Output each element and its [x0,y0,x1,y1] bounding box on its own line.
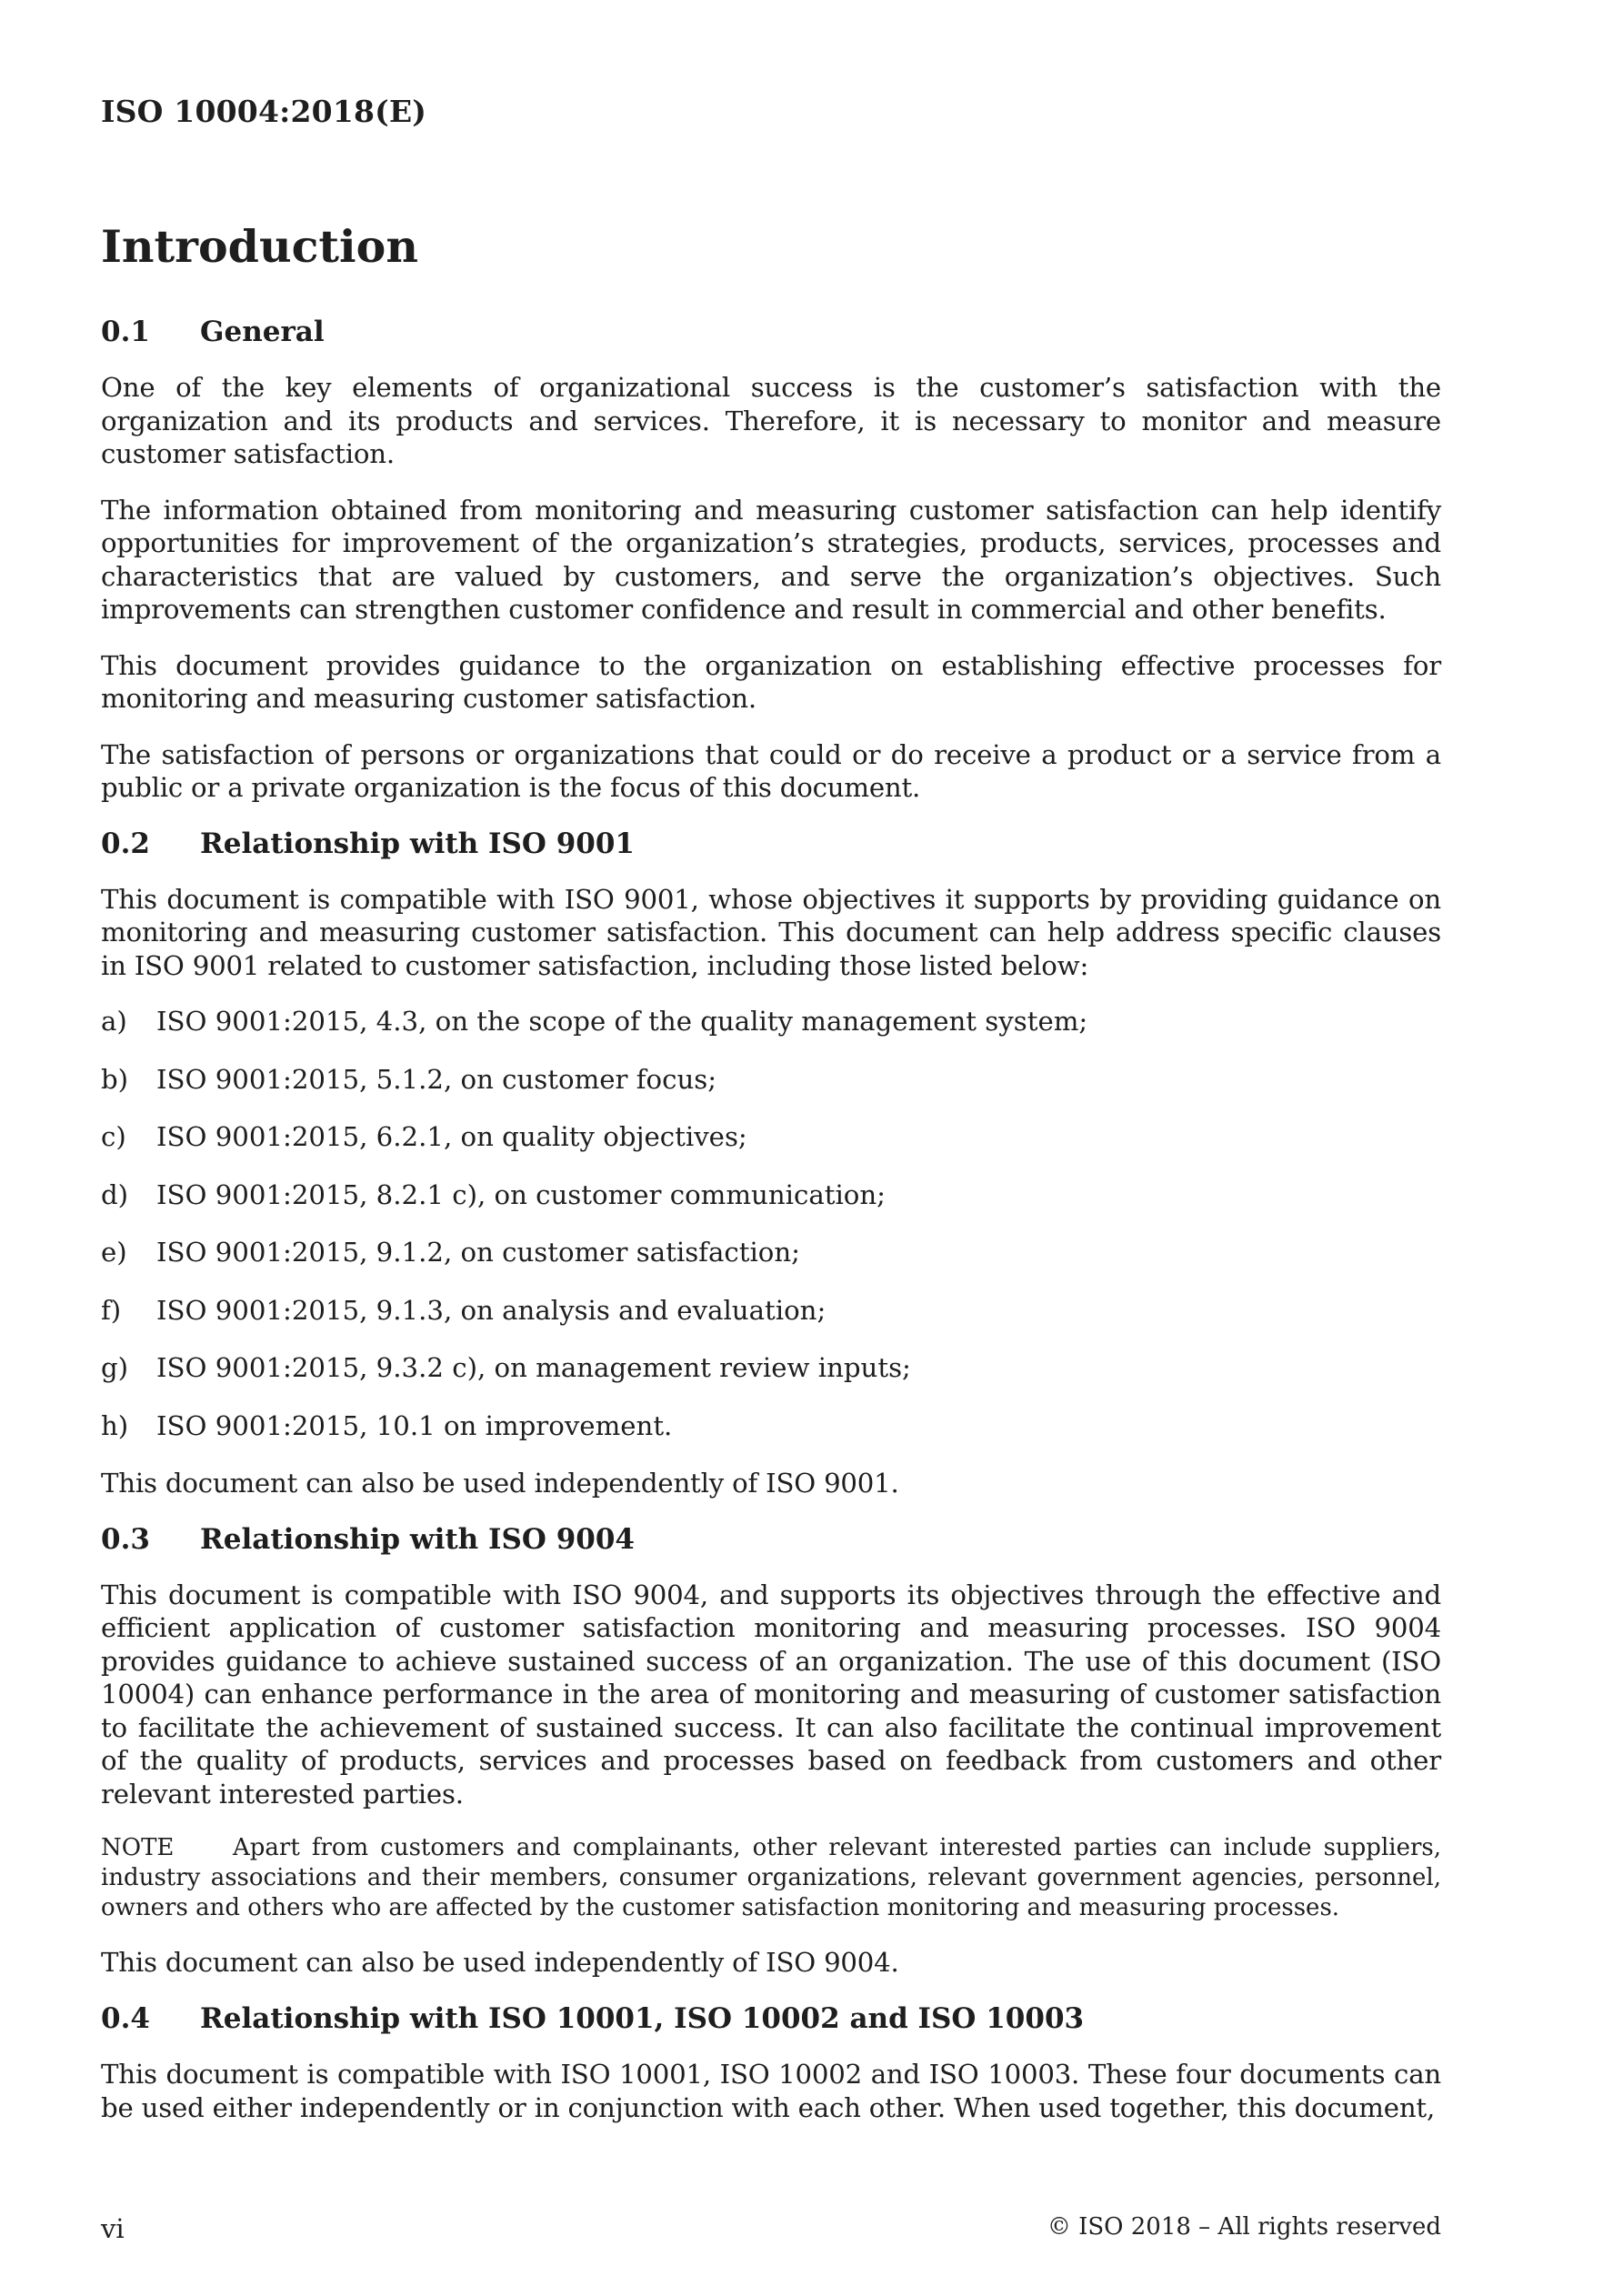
section-heading-0-1 [101,316,1441,349]
paragraph: The information obtained from monitoring and measuring customer satisfaction can help identify opportunities for improvement of the organization’s strategies, products, services, processes and characteristics that are valued by customers, and serve the organization’s objectives. Such improvements can strengthen customer confidence and result in commercial and other benefits. [101,494,1441,626]
section-title: Relationship with ISO 9004 [200,1522,635,1556]
page-title: Introduction [101,220,418,273]
list-item-label: g) [101,1352,129,1384]
note-text: Apart from customers and complainants, other relevant interested parties can include suppliers, industry associations and their members, consumer organizations, relevant government agencies, personnel, owners and others who are affected by the customer satisfaction monitoring and measuring processes. [101,1834,1441,1922]
clause-list [101,1005,1441,1442]
section-title: Relationship with ISO 10001, ISO 10002 and ISO 10003 [200,2001,1085,2035]
list-item [101,1351,1441,1385]
list-item-text: ISO 9001:2015, 4.3, on the scope of the quality management system; [156,1006,1088,1038]
list-item-text: ISO 9001:2015, 6.2.1, on quality objectives; [156,1121,747,1153]
section-number: 0.3 [101,1522,150,1556]
section-heading-0-2 [101,827,1441,861]
list-item-label: c) [101,1121,126,1153]
page-number: vi [101,2213,125,2244]
list-item-text: ISO 9001:2015, 8.2.1 c), on customer communication; [156,1178,886,1210]
paragraph: This document is compatible with ISO 9001, whose objectives it supports by providing guidance on monitoring and measuring customer satisfaction. This document can help address specific clauses in ISO 9001 related to customer satisfaction, including those listed below: [101,883,1441,981]
section-number: 0.1 [101,315,150,348]
list-item-text: ISO 9001:2015, 5.1.2, on customer focus; [156,1063,717,1095]
list-item [101,1236,1441,1269]
paragraph: This document is compatible with ISO 9004, and supports its objectives through the effective and efficient application of customer satisfaction monitoring and measuring processes. ISO 9004 provides guidance to achieve sustained success of an organization. The use of this document (ISO 10004) can enhance performance in the area of monitoring and measuring of customer satisfaction to facilitate the achievement of sustained success. It can also facilitate the continual improvement of the quality of products, services and processes based on feedback from customers and other relevant interested parties. [101,1579,1441,1810]
section-number: 0.2 [101,827,150,860]
paragraph: This document is compatible with ISO 10001, ISO 10002 and ISO 10003. These four documents can be used either independently or in conjunction with each other. When used together, this document, [101,2059,1441,2123]
list-item [101,1178,1441,1212]
section-heading-0-3 [101,1523,1441,1557]
list-item [101,1005,1441,1038]
list-item-text: ISO 9001:2015, 10.1 on improvement. [156,1409,673,1441]
list-item-label: e) [101,1237,127,1268]
section-number: 0.4 [101,2001,150,2035]
list-item [101,1063,1441,1097]
paragraph: The satisfaction of persons or organizations that could or do receive a product or a service from a public or a private organization is the focus of this document. [101,738,1441,804]
list-item-label: d) [101,1178,129,1210]
list-item-text: ISO 9001:2015, 9.1.2, on customer satisfaction; [156,1237,800,1268]
copyright-notice: © ISO 2018 – All rights reserved [1047,2213,1441,2241]
list-item [101,1120,1441,1154]
document-id-header: ISO 10004:2018(E) [101,94,427,129]
list-item-label: h) [101,1409,129,1441]
list-item-label: b) [101,1063,129,1095]
paragraph: This document can also be used independently of ISO 9001. [101,1468,899,1499]
list-item-label: f) [101,1294,122,1326]
section-title: Relationship with ISO 9001 [200,827,635,860]
section-heading-0-4 [101,2002,1441,2036]
list-item-text: ISO 9001:2015, 9.1.3, on analysis and evaluation; [156,1294,827,1326]
list-item [101,1294,1441,1328]
list-item [101,1409,1441,1443]
note [101,1833,1441,1923]
list-item-text: ISO 9001:2015, 9.3.2 c), on management review inputs; [156,1352,911,1384]
paragraph: One of the key elements of organizational success is the customer’s satisfaction with the organization and its products and services. Therefore, it is necessary to monitor and measure customer satisfaction. [101,372,1441,470]
paragraph: This document can also be used independently of ISO 9004. [101,1947,899,1979]
note-label: NOTE [101,1834,175,1862]
section-title: General [200,315,325,348]
page-content [101,220,1441,2147]
paragraph: This document provides guidance to the organization on establishing effective processes for monitoring and measuring customer satisfaction. [101,649,1441,715]
list-item-label: a) [101,1006,127,1038]
